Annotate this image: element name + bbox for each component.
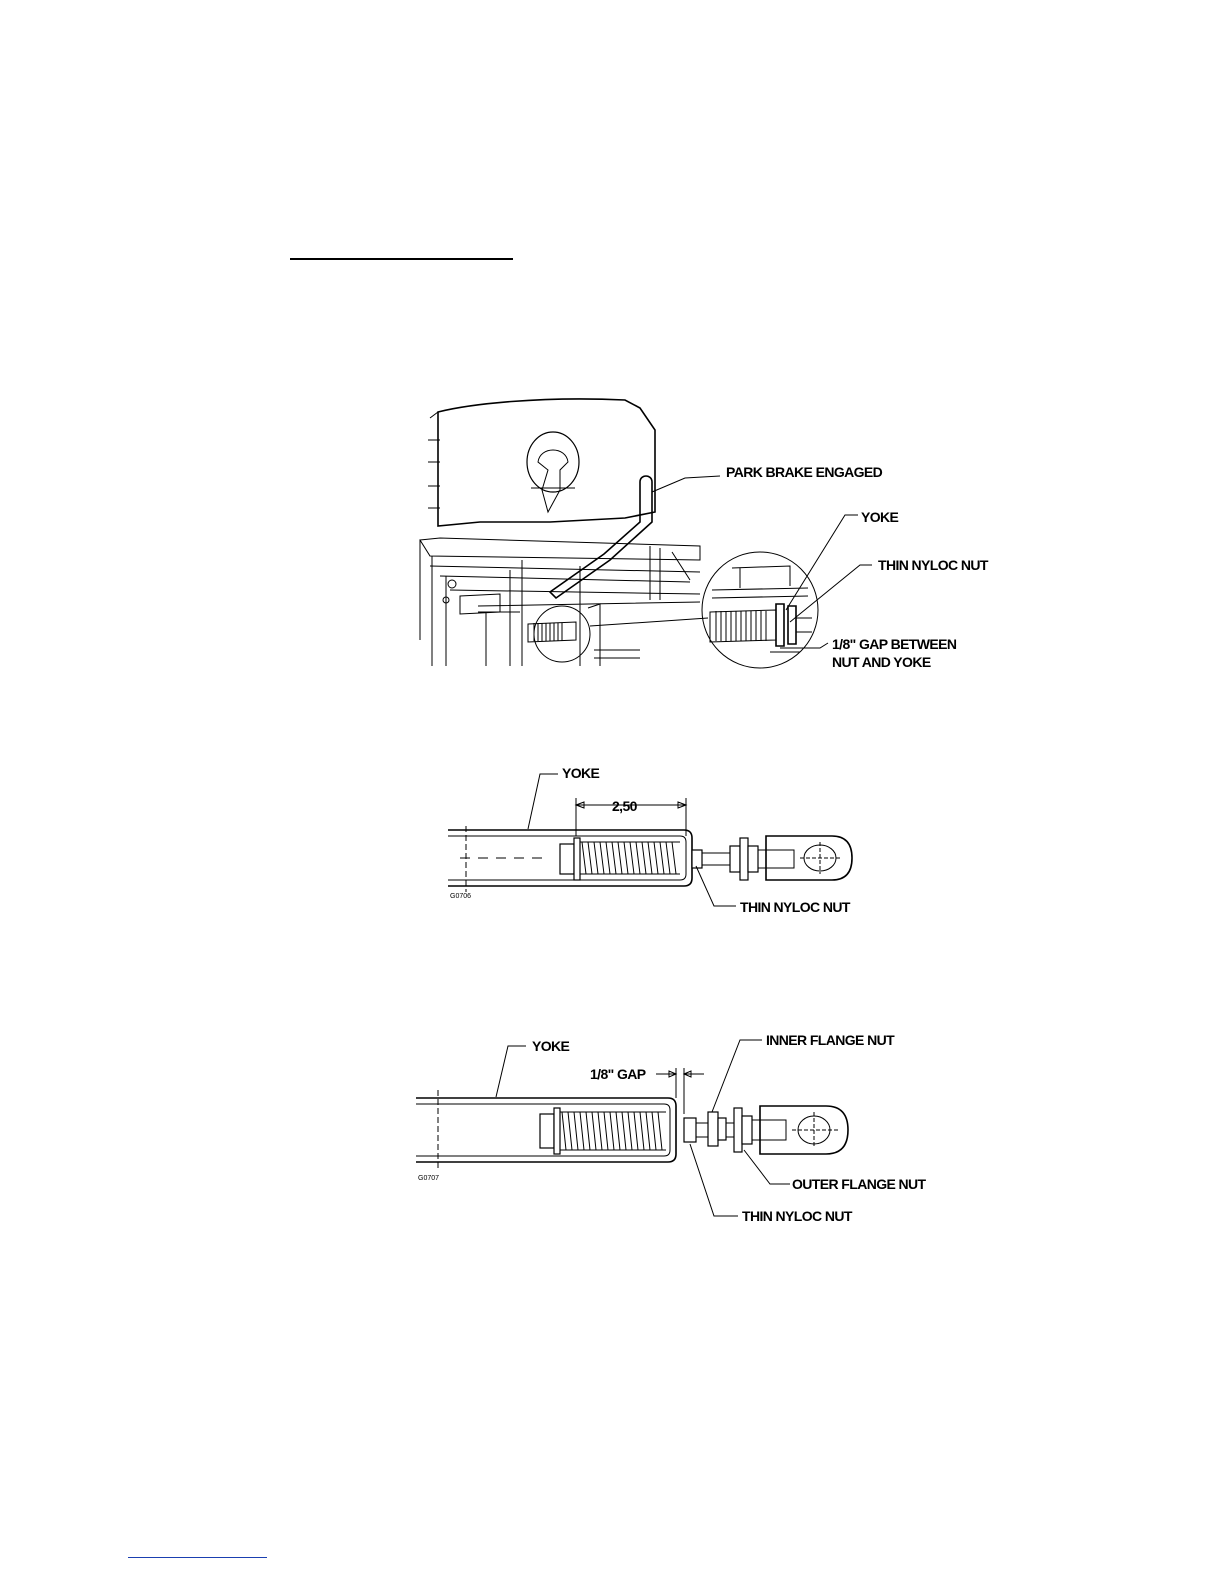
- outer-flange-nut: [734, 1108, 742, 1152]
- figure-park-brake-assembly: [420, 399, 989, 670]
- magnified-detail: [702, 552, 818, 668]
- label-yoke: YOKE: [562, 765, 600, 781]
- brake-knob: [527, 432, 579, 492]
- label-park-brake-engaged: PARK BRAKE ENGAGED: [726, 464, 883, 480]
- figure-code: G0707: [418, 1175, 440, 1182]
- label-outer-flange-nut: OUTER FLANGE NUT: [792, 1176, 926, 1192]
- label-dimension: 2,50: [612, 798, 637, 814]
- label-thin-nyloc-nut: THIN NYLOC NUT: [878, 557, 988, 573]
- figure-code: G0706: [450, 893, 472, 900]
- spring: [540, 1108, 666, 1154]
- label-gap-between-line2: NUT AND YOKE: [832, 654, 931, 670]
- label-yoke: YOKE: [532, 1038, 570, 1054]
- label-yoke: YOKE: [861, 509, 899, 525]
- figure-spring-length: [448, 765, 852, 915]
- thin-nyloc-nut: [684, 1118, 696, 1142]
- label-gap-between-line1: 1/8" GAP BETWEEN: [832, 636, 957, 652]
- flange-nut: [730, 846, 740, 872]
- clevis-eye: [766, 836, 852, 880]
- label-thin-nyloc-nut: THIN NYLOC NUT: [740, 899, 850, 915]
- label-gap: 1/8" GAP: [590, 1066, 646, 1082]
- inner-flange-nut: [708, 1112, 718, 1146]
- clevis-eye: [760, 1106, 848, 1154]
- label-inner-flange-nut: INNER FLANGE NUT: [766, 1032, 895, 1048]
- label-thin-nyloc-nut: THIN NYLOC NUT: [742, 1208, 852, 1224]
- gap-dimension: [656, 1068, 704, 1114]
- figure-gap-adjustment: [416, 1032, 927, 1224]
- thin-nyloc-nut: [692, 850, 702, 868]
- spring: [560, 838, 680, 880]
